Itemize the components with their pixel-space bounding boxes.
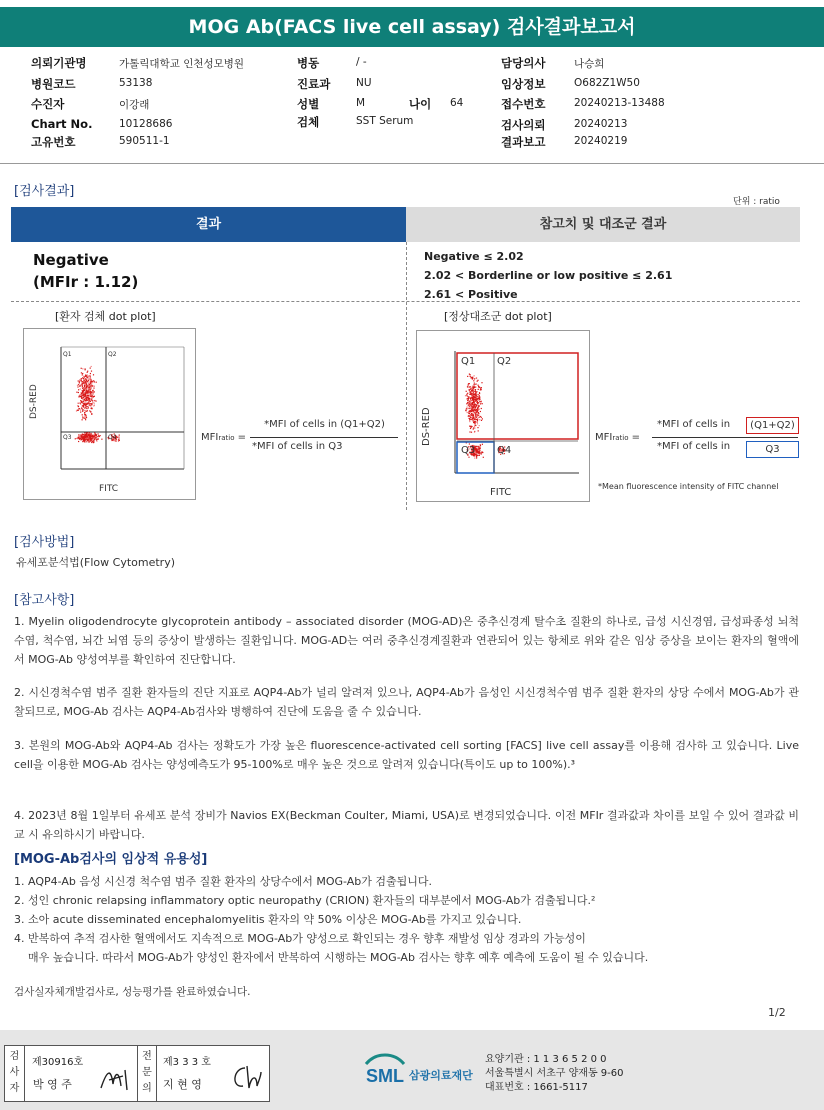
info-value: SST Serum <box>356 115 414 127</box>
control-plot-title: [정상대조군 dot plot] <box>444 310 552 323</box>
patient-dot-plot-svg <box>24 329 195 499</box>
quadrant-label: Q3 <box>461 445 476 456</box>
mfi-equals: = <box>237 432 247 443</box>
mfi-ratio-sub: ratio <box>218 434 235 442</box>
org-address: 서울특별시 서초구 양재동 9-60 <box>485 1068 624 1079</box>
role-char: 사 <box>9 1067 20 1078</box>
info-value: M <box>356 97 366 109</box>
mfi-label: MFI <box>595 432 613 443</box>
method-text: 유세포분석법(Flow Cytometry) <box>16 556 176 569</box>
dashed-divider-vertical <box>406 242 407 510</box>
control-dot-plot <box>416 330 590 502</box>
info-label: 병원코드 <box>31 77 76 91</box>
results-section-title: [검사결과] <box>14 184 75 199</box>
info-label: 진료과 <box>297 77 331 91</box>
page-number: 1/2 <box>768 1006 786 1019</box>
method-title: [검사방법] <box>14 535 75 550</box>
info-value: 20240213-13488 <box>574 97 665 109</box>
quadrant-label: Q4 <box>108 434 117 441</box>
role-char: 자 <box>9 1083 20 1094</box>
list-item: 2. 성인 chronic relapsing inflammatory optic neuropathy (CRION) 환자들의 대부분에서 MOG-Ab가 검출됩니다.² <box>14 894 596 907</box>
quadrant-label: Q1 <box>63 351 72 358</box>
notes-title: [참고사항] <box>14 593 75 608</box>
divider <box>0 163 824 164</box>
numerator-box: (Q1+Q2) <box>746 417 799 434</box>
role-char: 전 <box>142 1051 152 1062</box>
result-header: 결과 <box>11 207 406 242</box>
x-axis-label: FITC <box>490 487 512 498</box>
org-details <box>485 1053 624 1095</box>
info-value: 53138 <box>119 77 153 89</box>
role-char: 문 <box>142 1067 152 1078</box>
note-paragraph: 2. 시신경척수염 범주 질환 환자들의 진단 지표로 AQP4-Ab가 널리 알려져 있으나, AQP4-Ab가 음성인 시신경척수염 범주 질환 환자의 상당 수에서 MOG-Ab가 관찰되므로, MOG-Ab 검사는 AQP4-Ab검사와 병행하여 진단에 도움을 줄 수 있습니다. <box>14 686 799 718</box>
quadrant-label: Q1 <box>461 356 476 367</box>
note-paragraph: 4. 2023년 8월 1일부터 유세포 분석 장비가 Navios EX(Beckman Coulter, Miami, USA)로 변경되었습니다. 이전 MFIr 결과값과 차이를 보일 수 있어 결과값 비교 시 유의하시기 바랍니다. <box>14 809 799 841</box>
sml-logo-icon <box>362 1050 406 1090</box>
utility-list <box>14 872 809 967</box>
info-value: 20240219 <box>574 135 628 147</box>
info-label: 접수번호 <box>501 97 546 111</box>
mfi-equals: = <box>631 432 641 443</box>
info-label: 담당의사 <box>501 56 546 70</box>
quadrant-label: Q2 <box>108 351 117 358</box>
info-label: 검체 <box>297 115 320 129</box>
info-value: 64 <box>450 97 464 109</box>
role-char: 의 <box>142 1083 152 1094</box>
list-item: 매우 높습니다. 따라서 MOG-Ab가 양성인 환자에서 반복하여 시행하는 MOG-Ab 검사는 향후 예후 예측에 도움이 될 수 있습니다. <box>28 951 649 964</box>
org-code: 요양기관 : 1 1 3 6 5 2 0 0 <box>485 1054 607 1065</box>
info-value: 590511-1 <box>119 135 170 147</box>
list-item: 4. 반복하여 추적 검사한 혈액에서도 지속적으로 MOG-Ab가 양성으로 확인되는 경우 향후 재발성 임상 경과의 가능성이 <box>14 932 586 945</box>
result-value: Negative <box>33 251 109 269</box>
reference-item: Negative ≤ 2.02 <box>424 250 524 263</box>
patient-plot-title: [환자 검체 dot plot] <box>55 310 156 323</box>
reference-item: 2.61 < Positive <box>424 288 518 301</box>
quadrant-label: Q2 <box>497 356 512 367</box>
reference-list <box>424 247 672 304</box>
info-label: 의뢰기관명 <box>31 56 87 70</box>
result-mfi: (MFIr : 1.12) <box>33 273 139 291</box>
mfi-denominator-text: *MFI of cells in <box>657 441 731 452</box>
denominator-box: Q3 <box>746 441 799 458</box>
note-paragraph: 1. Myelin oligodendrocyte glycoprotein antibody – associated disorder (MOG-AD)은 중추신경계 탈수초 질환의 하나로, 급성 시신경염, 급성파종성 뇌척수염, 척수염, 뇌간 뇌염 등의 증상이 발생하는 질환입니다. MOG-AD는 여러 중추신경계질환과 연관되어 있는 항체로 위와 같은 임상 증상을 보이는 환자의 혈액에서 MOG-Ab 양성여부를 확인하여 진단합니다. <box>14 615 799 666</box>
control-dot-plot-svg <box>417 331 589 501</box>
tester-id: 제30916호 <box>32 1057 84 1068</box>
org-name: 삼광의료재단 <box>409 1069 473 1082</box>
footnote: *Mean fluorescence intensity of FITC channel <box>598 482 779 491</box>
tester-signature <box>97 1064 133 1094</box>
report-title: MOG Ab(FACS live cell assay) 검사결과보고서 <box>0 7 824 47</box>
patient-dot-plot <box>23 328 196 500</box>
info-value: / - <box>356 56 367 68</box>
list-item: 1. AQP4-Ab 음성 시신경 척수염 범주 질환 환자의 상당수에서 MOG-Ab가 검출됩니다. <box>14 875 432 888</box>
mfi-ratio-label <box>595 432 640 443</box>
tester-name: 박 영 주 <box>33 1078 72 1091</box>
role-char: 검 <box>9 1051 20 1062</box>
mfi-ratio-label <box>201 432 246 443</box>
info-value: 나승희 <box>574 58 605 70</box>
quadrant-label: Q3 <box>63 434 72 441</box>
info-label: 병동 <box>297 56 320 70</box>
quadrant-label: Q4 <box>497 445 512 456</box>
info-value: 이강래 <box>119 99 150 111</box>
info-value: NU <box>356 77 372 89</box>
tester-role <box>5 1046 25 1101</box>
specialist-id: 제3 3 3 호 <box>163 1057 211 1068</box>
fraction-line <box>250 437 398 438</box>
closing-text: 검사실자체개발검사로, 성능평가를 완료하였습니다. <box>14 986 251 998</box>
info-value: 10128686 <box>119 118 173 130</box>
utility-title: [MOG-Ab검사의 임상적 유용성] <box>14 852 208 867</box>
info-label: 수진자 <box>31 97 65 111</box>
info-label: 성별 <box>297 97 320 111</box>
mfi-ratio-sub: ratio <box>612 434 629 442</box>
mfi-label: MFI <box>201 432 219 443</box>
mfi-numerator-text: *MFI of cells in <box>657 419 731 430</box>
list-item: 3. 소아 acute disseminated encephalomyelitis 환자의 약 50% 이상은 MOG-Ab를 가지고 있습니다. <box>14 913 522 926</box>
note-paragraph: 3. 본원의 MOG-Ab와 AQP4-Ab 검사는 정확도가 가장 높은 fluorescence-activated cell sorting [FACS] live cell assay를 이용해 검사하 고 있습니다. Live cell을 이용한 MOG-Ab 검사는 양성예측도가 95-100%로 매우 높은 것으로 알려져 있습니다(특이도 up to 100%).³ <box>14 739 799 771</box>
mfi-numerator: *MFI of cells in (Q1+Q2) <box>264 419 385 430</box>
mfi-denominator: *MFI of cells in Q3 <box>252 441 343 452</box>
y-axis-label: DS-RED <box>29 384 39 419</box>
fraction-line <box>652 437 798 438</box>
info-label: 고유번호 <box>31 135 76 149</box>
specialist-signature <box>227 1062 263 1094</box>
signature-box <box>4 1045 270 1102</box>
reference-header: 참고치 및 대조군 결과 <box>406 207 800 242</box>
info-label: Chart No. <box>31 117 93 131</box>
unit-label: 단위 : ratio <box>733 197 780 207</box>
specialist-role <box>137 1046 157 1101</box>
logo-text: SML <box>366 1066 404 1086</box>
info-label: 나이 <box>409 97 432 111</box>
info-value: O682Z1W50 <box>574 77 640 89</box>
org-phone: 대표번호 : 1661-5117 <box>485 1082 588 1093</box>
info-label: 임상정보 <box>501 77 546 91</box>
info-label: 검사의뢰 <box>501 118 546 132</box>
info-label: 결과보고 <box>501 135 546 149</box>
specialist-name: 지 현 영 <box>163 1078 202 1091</box>
info-value: 20240213 <box>574 118 628 130</box>
x-axis-label: FITC <box>99 484 119 494</box>
y-axis-label: DS-RED <box>421 407 432 446</box>
info-value: 가톨릭대학교 인천성모병원 <box>119 58 245 70</box>
reference-item: 2.02 < Borderline or low positive ≤ 2.61 <box>424 269 673 282</box>
